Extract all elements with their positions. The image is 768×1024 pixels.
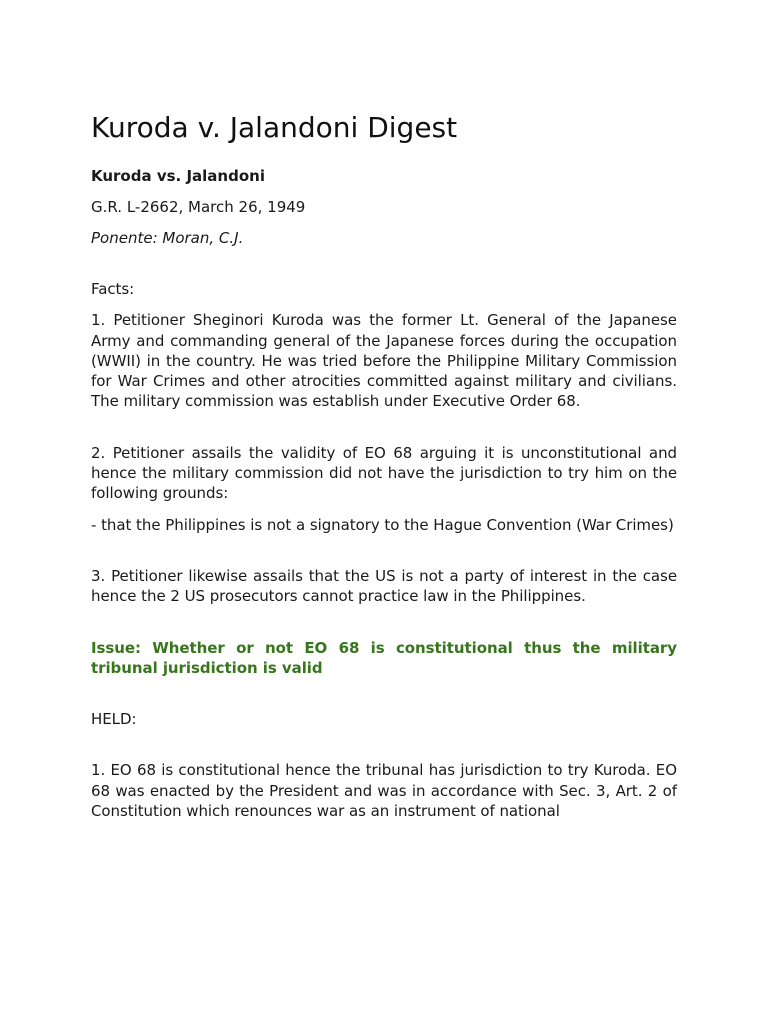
spacer [91, 689, 677, 709]
document-title: Kuroda v. Jalandoni Digest [91, 111, 458, 144]
facts-heading: Facts: [91, 280, 135, 298]
spacer [91, 259, 677, 279]
fact-paragraph-2-ground: - that the Philippines is not a signatory to the Hague Convention (War Crimes) [91, 515, 674, 534]
fact-paragraph-1: 1. Petitioner Sheginori Kuroda was the former Lt. General of the Japanese Army and commanding general of the Japanese forces during the occupation (WWII) in the country. He was tried before the Philippine Military Commission for War Crimes and other atrocities committed against military and civilians. The military commission was establish under Executive Order 68. [91, 311, 677, 411]
held-heading: HELD: [91, 710, 137, 729]
issue-statement: Issue: Whether or not EO 68 is constitutional thus the military tribunal jurisdiction is valid [91, 638, 677, 677]
spacer [91, 618, 677, 638]
spacer [91, 546, 677, 566]
spacer [91, 423, 677, 443]
fact-paragraph-3: 3. Petitioner likewise assails that the US is not a party of interest in the case hence the 2 US prosecutors cannot practice law in the Philippines. [91, 566, 677, 606]
ponente: Ponente: Moran, C.J. [91, 229, 244, 247]
held-paragraph-1: 1. EO 68 is constitutional hence the tribunal has jurisdiction to try Kuroda. EO 68 was enacted by the President and was in accordance with Sec. 3, Art. 2 of Constitution which renounces war as an instrument of national [91, 761, 677, 821]
case-number: G.R. L-2662, March 26, 1949 [91, 198, 306, 216]
spacer [91, 740, 677, 760]
case-name: Kuroda vs. Jalandoni [91, 167, 265, 185]
fact-paragraph-2: 2. Petitioner assails the validity of EO 68 arguing it is unconstitutional and hence the military commission did not have the jurisdiction to try him on the following grounds: [91, 443, 677, 503]
